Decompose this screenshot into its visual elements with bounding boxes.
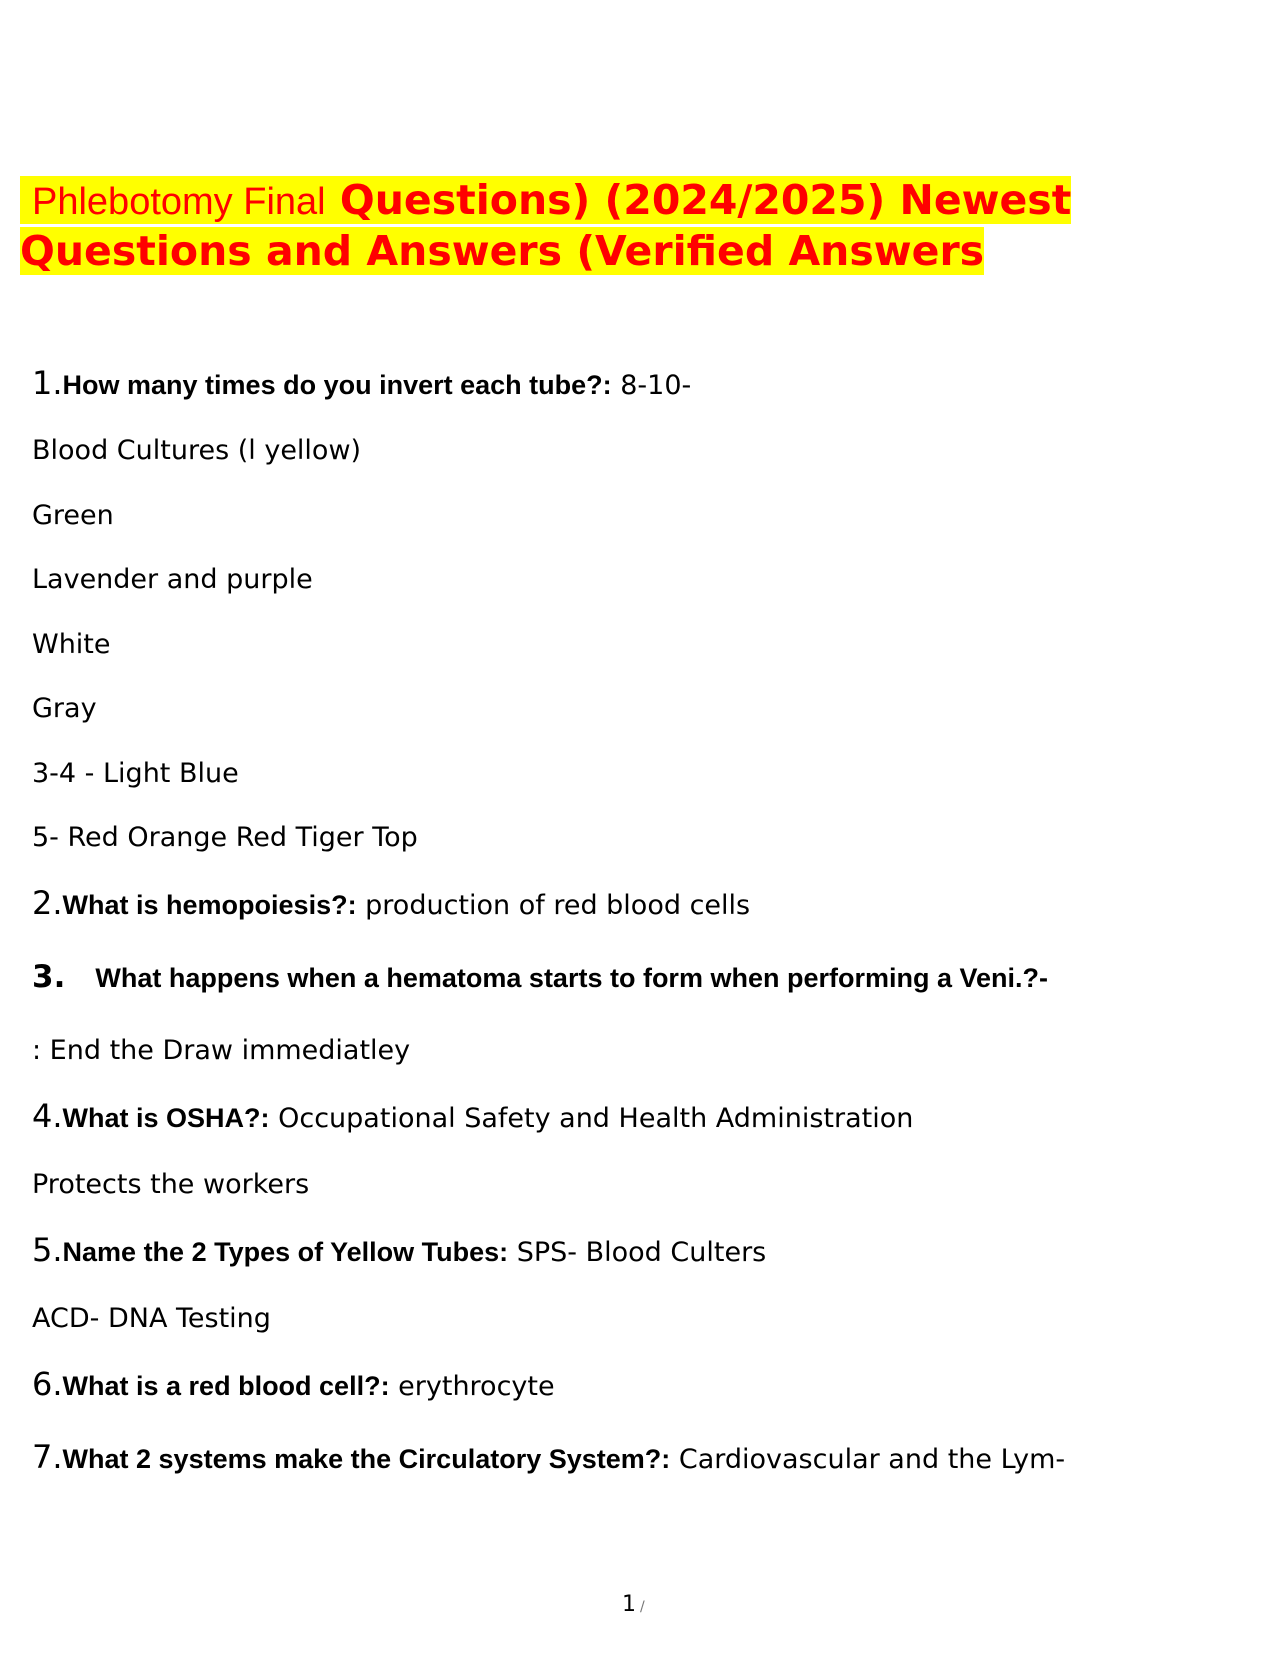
question-2 bbox=[32, 886, 750, 923]
question-number: 5. bbox=[32, 1231, 63, 1269]
question-number: 4. bbox=[32, 1097, 63, 1135]
question-number: 6. bbox=[32, 1365, 63, 1403]
answer-text: SPS- Blood Culters bbox=[508, 1237, 767, 1268]
question-number: 2. bbox=[32, 884, 63, 922]
answer-text: 8-10- bbox=[611, 370, 692, 401]
answer-line: 5- Red Orange Red Tiger Top bbox=[32, 822, 418, 853]
answer-line: White bbox=[32, 629, 111, 660]
page-separator: / bbox=[640, 1599, 645, 1615]
answer-line: Gray bbox=[32, 693, 97, 724]
title-line2: Questions and Answers (Verified Answers bbox=[20, 227, 985, 275]
question-1 bbox=[32, 366, 691, 403]
answer-text: Cardiovascular and the Lym- bbox=[670, 1444, 1066, 1475]
page-number bbox=[622, 1592, 645, 1617]
answer-line: ACD- DNA Testing bbox=[32, 1303, 271, 1334]
answer-text: production of red blood cells bbox=[356, 890, 751, 921]
title-highlight bbox=[20, 176, 1071, 224]
document-title bbox=[20, 176, 1180, 276]
answer-line: : End the Draw immediatley bbox=[32, 1035, 411, 1066]
question-text: How many times do you invert each tube?: bbox=[62, 370, 612, 400]
answer-text: Occupational Safety and Health Administration bbox=[269, 1103, 914, 1134]
question-text: What is a red blood cell?: bbox=[62, 1371, 390, 1401]
question-number: 1. bbox=[32, 364, 63, 402]
question-text: What happens when a hematoma starts to form when performing a Veni.?- bbox=[95, 963, 1048, 993]
question-text: What is OSHA?: bbox=[62, 1103, 270, 1133]
question-3 bbox=[32, 960, 1048, 996]
title-part1: Phlebotomy Final bbox=[32, 181, 326, 223]
question-text: What is hemopoiesis?: bbox=[62, 890, 357, 920]
question-number: 3. bbox=[32, 959, 66, 995]
answer-text: erythrocyte bbox=[389, 1371, 555, 1402]
question-text: What 2 systems make the Circulatory System?: bbox=[62, 1444, 671, 1474]
page-number-value: 1 bbox=[622, 1592, 636, 1617]
question-number: 7. bbox=[32, 1438, 63, 1476]
answer-line: Blood Cultures (l yellow) bbox=[32, 435, 362, 466]
question-6 bbox=[32, 1367, 555, 1404]
answer-line: Protects the workers bbox=[32, 1169, 310, 1200]
question-7 bbox=[32, 1440, 1065, 1477]
answer-line: Lavender and purple bbox=[32, 564, 313, 595]
answer-line: 3-4 - Light Blue bbox=[32, 758, 239, 789]
question-5 bbox=[32, 1233, 766, 1270]
question-text: Name the 2 Types of Yellow Tubes: bbox=[62, 1237, 509, 1267]
answer-line: Green bbox=[32, 500, 114, 531]
question-4 bbox=[32, 1099, 913, 1136]
title-part2: Questions) (2024/2025) Newest bbox=[339, 176, 1072, 224]
